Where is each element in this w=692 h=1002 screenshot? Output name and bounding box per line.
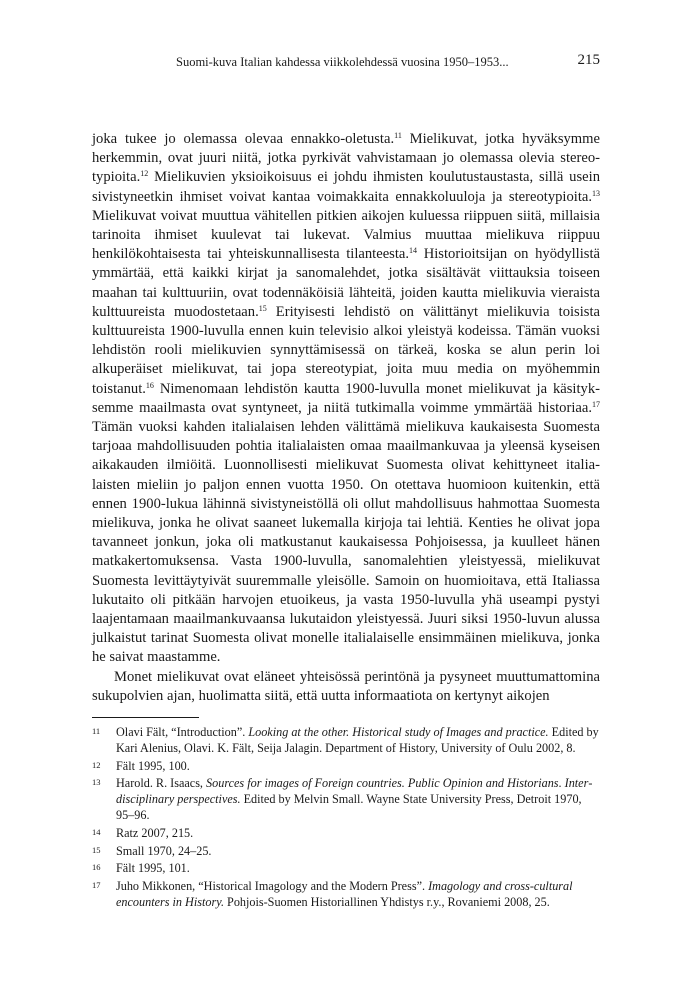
text-run: Small 1970, 24–25. (116, 843, 212, 858)
text-run: Juho Mikkonen, “Historical Imagology and the Modern Press”. (116, 879, 429, 894)
text-run: Mielikuvat, jotka hyväksymme herkemmin, ovat juuri niitä, jotka pyrkivät vahvistamaan jo olemassa olevia stereotypioita. (92, 131, 600, 186)
footnote-reference: 12 (140, 169, 149, 179)
footnote (92, 725, 600, 757)
text-run: Pohjois-Suomen Historiallinen Yhdistys r.y., Rovaniemi 2008, 25. (224, 894, 550, 909)
footnote-reference: 14 (409, 246, 418, 256)
italic-title: Imagology and cross-cultural encounters in History. (116, 879, 573, 909)
footnote-number: 13 (92, 777, 101, 788)
footnote-separator (92, 717, 199, 718)
text-run: Fält 1995, 101. (116, 861, 190, 876)
footnote-number: 16 (92, 862, 101, 873)
text-run: Harold. R. Isaacs, (116, 776, 207, 791)
italic-title: Interdisciplinary perspectives. (116, 776, 593, 807)
text-run: Fält 1995, 100. (116, 758, 190, 773)
footnote-number: 15 (92, 844, 101, 855)
text-run: joka tukee jo olemassa olevaa ennakko-oletusta. (92, 131, 395, 147)
text-run: Historioitsijan on hyödyllistä ymmärtää, että kaikki kirjat ja sanomalehdet, jotka sisältävät viittauksia toiseen maahan tai kulttuuriin, ovat todennäköisiä lähteitä, joiden kautta mielikuvia vieraista kulttuureista muodostetaan. (92, 246, 600, 320)
text-run: . (558, 776, 565, 791)
footnote-reference: 13 (592, 188, 600, 198)
footnote (92, 759, 600, 775)
body-paragraph-1 (92, 130, 600, 668)
italic-title: Sources for images of Foreign countries. Public Opinion and Historians (206, 776, 559, 791)
footnote-text (116, 759, 600, 775)
running-title: Suomi-kuva Italian kahdessa viikkolehdessä vuosina 1950–1953... (176, 55, 509, 69)
text-run: Ratz 2007, 215. (116, 825, 194, 840)
text-run: Edited by Kari Alenius, Olavi. K. Fält, Seija Jalagin. Department of History, University of Oulu 2002, 8. (116, 725, 599, 755)
footnote-text (116, 861, 600, 877)
text-run: Erityisesti lehdistö on välittänyt mielikuvia toisista kulttuureista 1900-luvulla ennen kuin televisio alkoi yleistyä kodeissa. Tämän vuoksi lehdistön rooli mielikuvien synnyttämisessä on tärkeä, koska se alun perin loi alkuperäiset mielikuvat, tai jopa stereotypiat, joita muu media on myöhemmin toistanut. (92, 303, 600, 397)
footnote (92, 776, 600, 823)
footnote (92, 861, 600, 877)
footnote-number: 17 (92, 880, 101, 891)
footnote-reference: 17 (592, 399, 600, 409)
text-run: Edited by Melvin Small. Wayne State University Press, Detroit 1970, 95–96. (116, 792, 582, 822)
footnote (92, 879, 600, 911)
footnote-number: 12 (92, 759, 101, 770)
footnote-number: 14 (92, 826, 101, 837)
footnote-text (116, 776, 600, 823)
text-run: Mielikuvat voivat muuttua vähitellen pitkien aikojen kuluessa riippuen siitä, millaisia tarinoita ihmiset kuulevat tai lukevat. Valmius muuttaa mielikuva riippuu henkilökohtaisesta tai yhteiskunnallisesta tilanteesta. (92, 207, 600, 263)
text-run: Tämän vuoksi kahden italialaisen lehden välittämä mielikuva kaukaisesta Suomesta tarjoaa mahdollisuuden pohtia italialaisten omaa maailmankuvaa ja yleensä kyseisen aikakauden ilmiöitä. Luonnollisesti mielikuvat Suomesta olivat kehittyneet italialaisten mieliin jo paljon ennen vuotta 1950. On otettava huomioon kuitenkin, että ennen 1900-lukua lähinnä sivistyneistöllä oli ollut mahdollisuus hahmottaa Suomesta mielikuva, jonka he olivat saaneet lukemalla kirjoja tai lehtiä. Kenties he olivat jopa tavanneet jonkun, joka oli matkustanut kaukaisessa Pohjoisessa, ja kuulleet hänen matkakertomuksensa. Vasta 1900-luvulla, sanomalehtien yleistyessä, mielikuvat Suomesta levittäytyivät suuremmalle yleisölle. Samoin on huomioitava, että Italiassa lukutaito oli pitkään harvojen etuoikeus, ja vasta 1950-luvulla yhä useampi pystyi laajentamaan maailmankuvaansa lukutaidon yleistyessä. Juuri siksi 1950-luvun alussa julkaistut tarinat Suomesta olivat monelle italialaiselle ensimmäinen mielikuva, jonka he saivat maastamme. (92, 419, 600, 666)
body-text (92, 130, 600, 706)
footnote-text (116, 844, 600, 860)
footnote-number: 11 (92, 726, 101, 736)
footnote (92, 844, 600, 860)
footnote-reference: 16 (145, 380, 154, 390)
body-paragraph-2: Monet mielikuvat ovat eläneet yhteisössä perintönä ja pysyneet muuttumattomina sukupolvien ajan, huolimatta siitä, että uutta informaatiota on kertynyt aikojen (92, 668, 600, 704)
text-run: Nimenomaan lehdistön kautta 1900-luvulla monet mielikuvat ja käsityksemme maailmasta ovat syntyneet, ja niitä tutkimalla voimme ymmärtää historiaa. (92, 380, 600, 416)
footnote-reference: 15 (258, 303, 267, 313)
footnotes (92, 725, 600, 913)
footnote-text (116, 879, 600, 911)
footnote (92, 826, 600, 842)
footnote-text (116, 725, 600, 757)
italic-title: Looking at the other. Historical study of Images and practice. (248, 725, 549, 739)
page-number: 215 (577, 52, 600, 68)
text-run: Olavi Fält, “Introduction”. (116, 725, 249, 739)
footnote-reference: 11 (394, 131, 402, 140)
running-header (92, 52, 600, 72)
text-run: Mielikuvien yksioikoisuus ei johdu ihmisten koulutustaustasta, sillä usein sivistyneetkin ihmiset voivat kantaa voimakkaita ennakkoluuloja ja stereotypioita. (92, 169, 600, 205)
footnote-text (116, 826, 600, 842)
